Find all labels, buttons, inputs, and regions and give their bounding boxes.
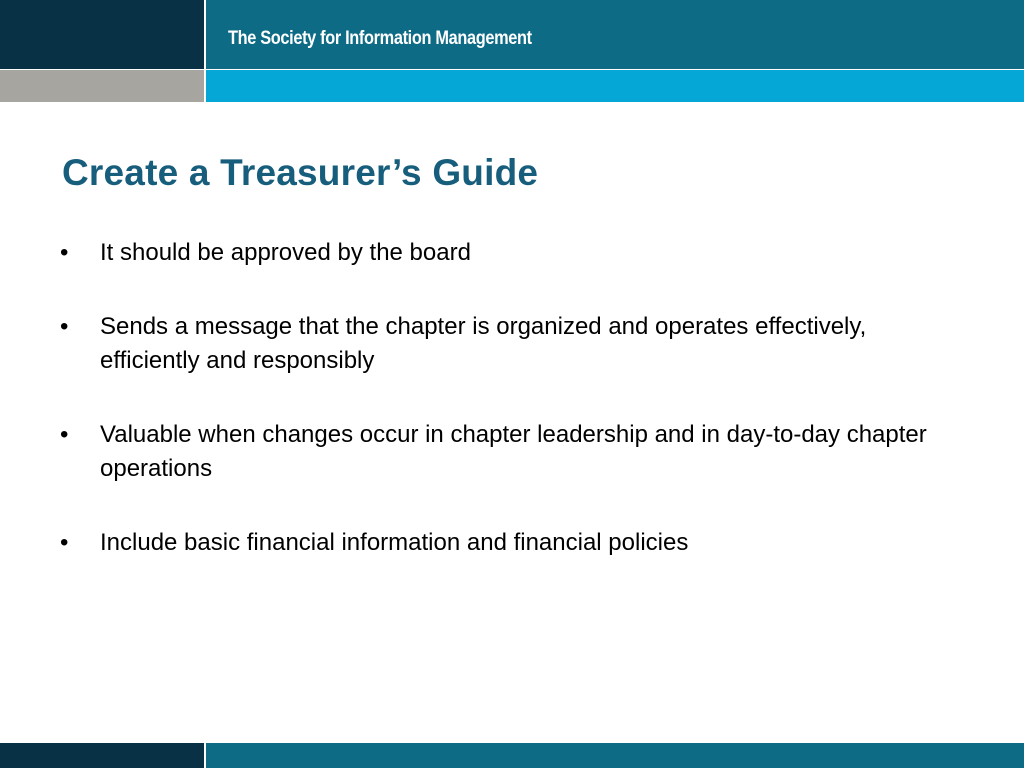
header-dark-block [0,0,204,69]
bullet-text: Valuable when changes occur in chapter leadership and in day-to-day chapter operations [100,421,927,482]
organization-name: The Society for Information Management [228,28,532,49]
bullet-item [60,236,960,270]
bullet-marker: • [60,313,69,340]
bullet-text: Sends a message that the chapter is organized and operates effectively, efficiently and responsibly [100,313,867,374]
bullet-list [60,236,960,560]
bullet-text: Include basic financial information and financial policies [100,529,689,556]
bullet-marker: • [60,529,69,556]
bullet-item [60,418,960,486]
bullet-marker: • [60,239,69,266]
header-divider-vertical [204,0,206,102]
header-blue-strip [206,70,1024,102]
bullet-item [60,526,960,560]
header-gray-strip [0,70,204,102]
bullet-text: It should be approved by the board [100,239,471,266]
bullet-item [60,310,960,378]
footer-dark-block [0,743,204,768]
header-divider-horizontal [0,69,1024,70]
slide-title: Create a Treasurer’s Guide [62,152,539,193]
bullet-marker: • [60,421,69,448]
footer-bar [206,743,1024,768]
